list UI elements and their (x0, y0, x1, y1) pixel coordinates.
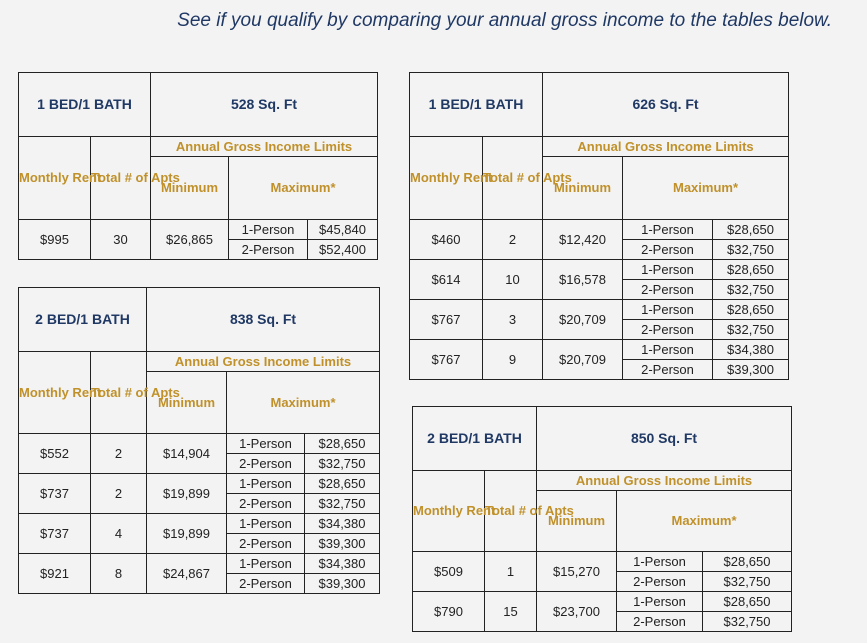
total-apts-header: Total # of Apts (91, 352, 147, 434)
minimum-income-cell: $15,270 (537, 552, 617, 592)
household-size-cell: 1-Person (229, 220, 308, 240)
apts-cell: 3 (483, 300, 543, 340)
maximum-income-cell: $28,650 (713, 220, 789, 240)
household-size-cell: 1-Person (617, 552, 703, 572)
minimum-income-cell: $16,578 (543, 260, 623, 300)
income-table-2bed-850 (412, 406, 792, 632)
minimum-income-cell: $26,865 (151, 220, 229, 260)
maximum-income-cell: $39,300 (305, 534, 380, 554)
household-size-cell: 2-Person (617, 572, 703, 592)
household-size-cell: 1-Person (623, 260, 713, 280)
minimum-header: Minimum (151, 157, 229, 220)
maximum-header: Maximum* (617, 491, 792, 552)
unit-type-label: 1 BED/1 BATH (410, 73, 543, 137)
rent-cell: $614 (410, 260, 483, 300)
maximum-income-cell: $28,650 (305, 434, 380, 454)
apts-cell: 30 (91, 220, 151, 260)
maximum-header: Maximum* (229, 157, 378, 220)
maximum-income-cell: $28,650 (713, 260, 789, 280)
minimum-income-cell: $20,709 (543, 300, 623, 340)
monthly-rent-header: Monthly Rent (19, 137, 91, 220)
maximum-income-cell: $34,380 (713, 340, 789, 360)
maximum-income-cell: $32,750 (703, 572, 792, 592)
maximum-income-cell: $32,750 (305, 454, 380, 474)
maximum-income-cell: $28,650 (713, 300, 789, 320)
page-headline: See if you qualify by comparing your annual gross income to the tables below. (177, 10, 832, 31)
minimum-income-cell: $12,420 (543, 220, 623, 260)
apts-cell: 10 (483, 260, 543, 300)
maximum-income-cell: $28,650 (703, 552, 792, 572)
apts-cell: 4 (91, 514, 147, 554)
household-size-cell: 1-Person (227, 514, 305, 534)
household-size-cell: 2-Person (229, 240, 308, 260)
square-footage-label: 626 Sq. Ft (543, 73, 789, 137)
household-size-cell: 1-Person (227, 554, 305, 574)
total-apts-header: Total # of Apts (483, 137, 543, 220)
total-apts-header: Total # of Apts (485, 471, 537, 552)
square-footage-label: 838 Sq. Ft (147, 288, 380, 352)
maximum-income-cell: $32,750 (713, 240, 789, 260)
income-limits-header: Annual Gross Income Limits (537, 471, 792, 491)
household-size-cell: 1-Person (617, 592, 703, 612)
household-size-cell: 2-Person (623, 320, 713, 340)
income-table-2bed-838 (18, 287, 380, 594)
maximum-header: Maximum* (623, 157, 789, 220)
square-footage-label: 850 Sq. Ft (537, 407, 792, 471)
apts-cell: 15 (485, 592, 537, 632)
apts-cell: 2 (91, 434, 147, 474)
apts-cell: 2 (91, 474, 147, 514)
household-size-cell: 2-Person (617, 612, 703, 632)
rent-cell: $995 (19, 220, 91, 260)
rent-cell: $921 (19, 554, 91, 594)
maximum-income-cell: $34,380 (305, 514, 380, 534)
rent-cell: $767 (410, 300, 483, 340)
rent-cell: $552 (19, 434, 91, 474)
rent-cell: $737 (19, 514, 91, 554)
maximum-income-cell: $32,750 (713, 320, 789, 340)
minimum-header: Minimum (543, 157, 623, 220)
income-limits-header: Annual Gross Income Limits (147, 352, 380, 372)
maximum-income-cell: $45,840 (308, 220, 378, 240)
income-table-1bed-528 (18, 72, 378, 260)
maximum-income-cell: $28,650 (703, 592, 792, 612)
square-footage-label: 528 Sq. Ft (151, 73, 378, 137)
household-size-cell: 2-Person (623, 280, 713, 300)
household-size-cell: 2-Person (227, 454, 305, 474)
apts-cell: 2 (483, 220, 543, 260)
unit-type-label: 2 BED/1 BATH (413, 407, 537, 471)
minimum-income-cell: $24,867 (147, 554, 227, 594)
household-size-cell: 2-Person (227, 574, 305, 594)
maximum-income-cell: $32,750 (703, 612, 792, 632)
minimum-income-cell: $20,709 (543, 340, 623, 380)
household-size-cell: 2-Person (227, 534, 305, 554)
apts-cell: 9 (483, 340, 543, 380)
rent-cell: $460 (410, 220, 483, 260)
household-size-cell: 1-Person (227, 474, 305, 494)
household-size-cell: 1-Person (623, 220, 713, 240)
household-size-cell: 1-Person (623, 340, 713, 360)
monthly-rent-header: Monthly Rent (19, 352, 91, 434)
maximum-income-cell: $52,400 (308, 240, 378, 260)
maximum-income-cell: $39,300 (305, 574, 380, 594)
income-table-1bed-626 (409, 72, 789, 380)
maximum-income-cell: $32,750 (713, 280, 789, 300)
maximum-income-cell: $28,650 (305, 474, 380, 494)
rent-cell: $767 (410, 340, 483, 380)
apts-cell: 1 (485, 552, 537, 592)
monthly-rent-header: Monthly Rent (410, 137, 483, 220)
maximum-income-cell: $39,300 (713, 360, 789, 380)
maximum-header: Maximum* (227, 372, 380, 434)
rent-cell: $509 (413, 552, 485, 592)
maximum-income-cell: $34,380 (305, 554, 380, 574)
minimum-income-cell: $14,904 (147, 434, 227, 474)
maximum-income-cell: $32,750 (305, 494, 380, 514)
rent-cell: $790 (413, 592, 485, 632)
monthly-rent-header: Monthly Rent (413, 471, 485, 552)
minimum-header: Minimum (147, 372, 227, 434)
total-apts-header: Total # of Apts (91, 137, 151, 220)
household-size-cell: 2-Person (623, 360, 713, 380)
apts-cell: 8 (91, 554, 147, 594)
minimum-income-cell: $23,700 (537, 592, 617, 632)
minimum-income-cell: $19,899 (147, 514, 227, 554)
household-size-cell: 1-Person (623, 300, 713, 320)
household-size-cell: 2-Person (623, 240, 713, 260)
household-size-cell: 2-Person (227, 494, 305, 514)
minimum-header: Minimum (537, 491, 617, 552)
income-limits-header: Annual Gross Income Limits (543, 137, 789, 157)
income-limits-header: Annual Gross Income Limits (151, 137, 378, 157)
household-size-cell: 1-Person (227, 434, 305, 454)
unit-type-label: 1 BED/1 BATH (19, 73, 151, 137)
unit-type-label: 2 BED/1 BATH (19, 288, 147, 352)
rent-cell: $737 (19, 474, 91, 514)
minimum-income-cell: $19,899 (147, 474, 227, 514)
